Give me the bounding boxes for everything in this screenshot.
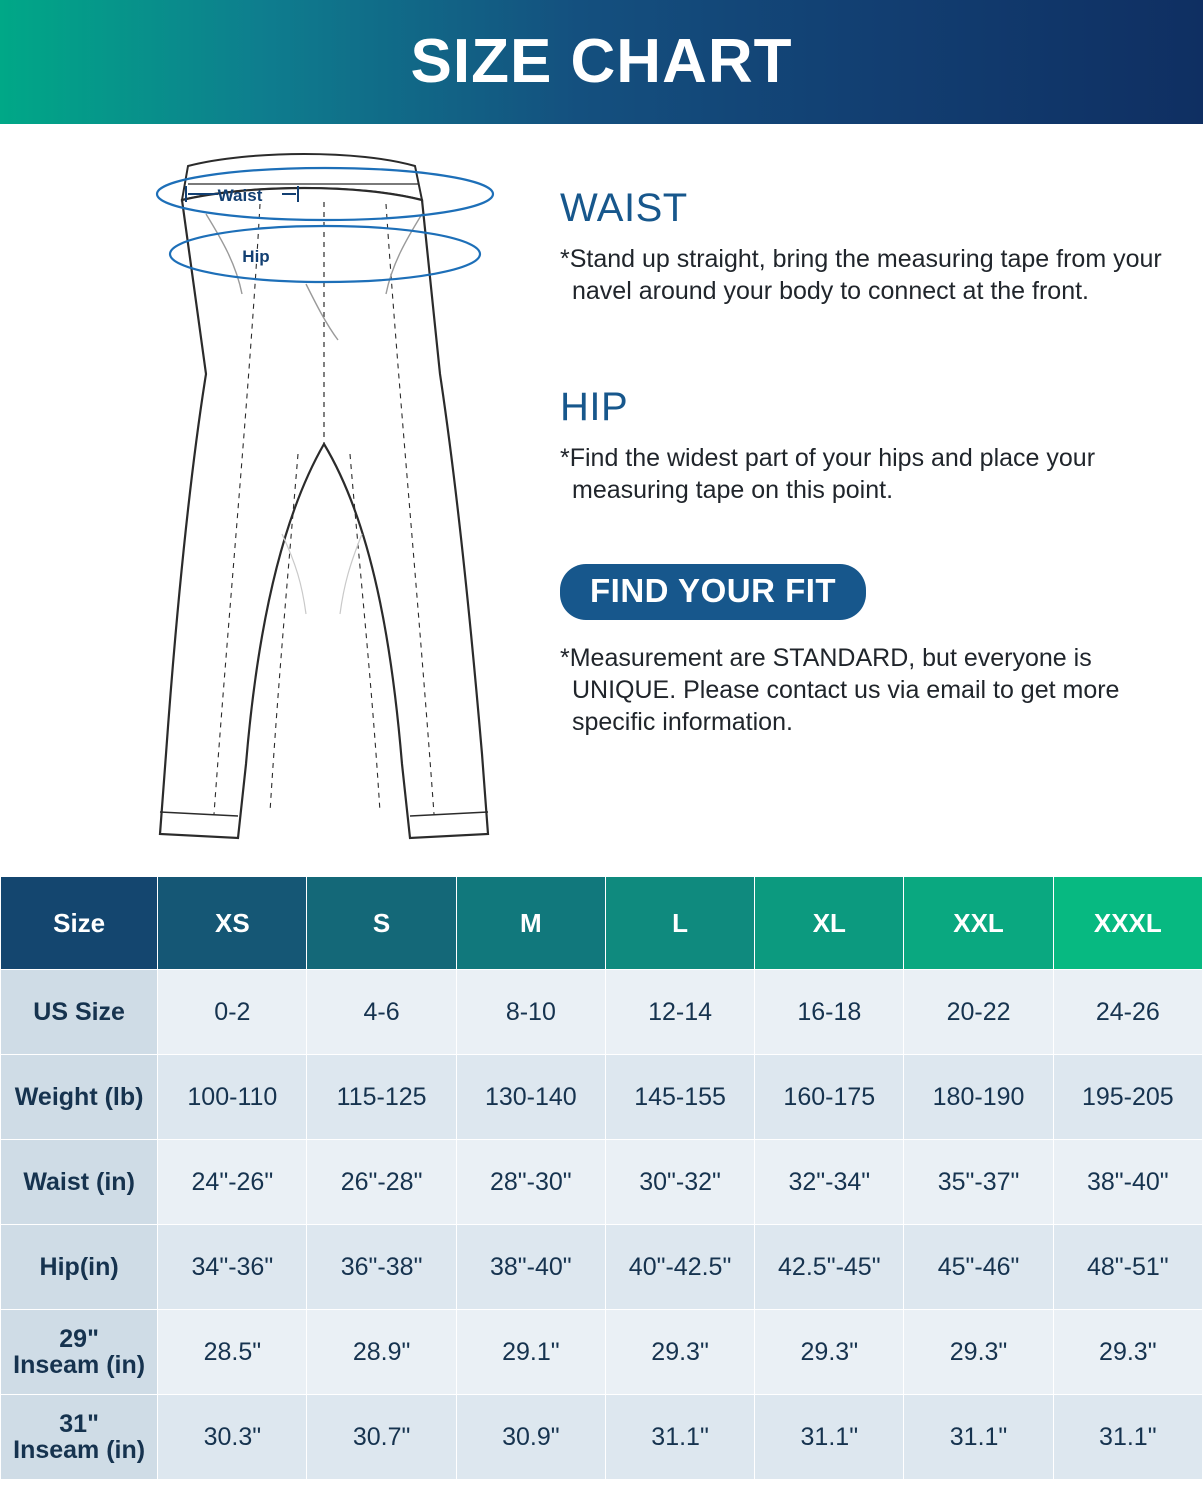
- table-row: [1, 970, 1203, 1055]
- cell-inseam31-m: 30.9": [456, 1395, 605, 1480]
- table-header-row: [1, 877, 1203, 970]
- hip-section-body: *Find the widest part of your hips and place your measuring tape on this point.: [560, 444, 1096, 504]
- cell-waist-xxl: 35"-37": [904, 1140, 1053, 1225]
- spacer-2: [560, 506, 1175, 564]
- cell-waist-m: 28"-30": [456, 1140, 605, 1225]
- cell-inseam29-m: 29.1": [456, 1310, 605, 1395]
- cell-inseam29-xs: 28.5": [158, 1310, 307, 1395]
- find-your-fit-badge: FIND YOUR FIT: [560, 564, 866, 620]
- cell-weight-l: 145-155: [605, 1055, 754, 1140]
- cell-inseam31-xl: 31.1": [755, 1395, 904, 1480]
- header-cell-xs: XS: [158, 877, 307, 970]
- cell-weight-xl: 160-175: [755, 1055, 904, 1140]
- pants-illustration: [110, 144, 530, 844]
- cell-weight-xxxl: 195-205: [1053, 1055, 1202, 1140]
- table-row: [1, 1310, 1203, 1395]
- cell-inseam29-xxl: 29.3": [904, 1310, 1053, 1395]
- size-table: [0, 876, 1203, 1480]
- cell-us-size-s: 4-6: [307, 970, 456, 1055]
- header-cell-xl: XL: [755, 877, 904, 970]
- cell-us-size-xxl: 20-22: [904, 970, 1053, 1055]
- page-title: SIZE CHART: [410, 27, 793, 96]
- cell-inseam31-xs: 30.3": [158, 1395, 307, 1480]
- cell-waist-l: 30"-32": [605, 1140, 754, 1225]
- table-row: [1, 1225, 1203, 1310]
- cell-waist-xs: 24"-26": [158, 1140, 307, 1225]
- table-row: [1, 1395, 1203, 1480]
- cell-hip-m: 38"-40": [456, 1225, 605, 1310]
- size-table-wrapper: [0, 876, 1203, 1480]
- header-cell-xxl: XXL: [904, 877, 1053, 970]
- cell-hip-xs: 34"-36": [158, 1225, 307, 1310]
- cell-us-size-xl: 16-18: [755, 970, 904, 1055]
- cell-us-size-l: 12-14: [605, 970, 754, 1055]
- waist-label: Waist: [217, 186, 263, 205]
- cell-inseam31-s: 30.7": [307, 1395, 456, 1480]
- table-row: [1, 1140, 1203, 1225]
- header-cell-m: M: [456, 877, 605, 970]
- cell-waist-s: 26"-28": [307, 1140, 456, 1225]
- waist-section-body: *Stand up straight, bring the measuring tape from your navel around your body to connect at the front.: [560, 245, 1162, 305]
- cell-inseam29-l: 29.3": [605, 1310, 754, 1395]
- header-cell-l: L: [605, 877, 754, 970]
- row-label-inseam-31: 31" Inseam (in): [1, 1395, 158, 1480]
- cell-waist-xxxl: 38"-40": [1053, 1140, 1202, 1225]
- header-cell-size: Size: [1, 877, 158, 970]
- cell-inseam29-xl: 29.3": [755, 1310, 904, 1395]
- page-header: [0, 0, 1203, 124]
- row-label-us-size: US Size: [1, 970, 158, 1055]
- header-cell-xxxl: XXXL: [1053, 877, 1202, 970]
- cell-us-size-m: 8-10: [456, 970, 605, 1055]
- cell-inseam29-s: 28.9": [307, 1310, 456, 1395]
- cell-hip-xxxl: 48"-51": [1053, 1225, 1202, 1310]
- cell-inseam31-l: 31.1": [605, 1395, 754, 1480]
- cell-hip-xl: 42.5"-45": [755, 1225, 904, 1310]
- cell-hip-xxl: 45"-46": [904, 1225, 1053, 1310]
- upper-content: [0, 124, 1203, 876]
- cell-weight-m: 130-140: [456, 1055, 605, 1140]
- cell-inseam31-xxxl: 31.1": [1053, 1395, 1202, 1480]
- row-label-hip: Hip(in): [1, 1225, 158, 1310]
- hip-section-title: HIP: [560, 385, 629, 429]
- measurement-instructions: [560, 186, 1175, 738]
- cell-weight-xs: 100-110: [158, 1055, 307, 1140]
- header-cell-s: S: [307, 877, 456, 970]
- cell-us-size-xxxl: 24-26: [1053, 970, 1202, 1055]
- spacer-1: [560, 307, 1175, 385]
- cell-us-size-xs: 0-2: [158, 970, 307, 1055]
- fit-note-body: *Measurement are STANDARD, but everyone is UNIQUE. Please contact us via email to get more specific information.: [560, 644, 1120, 736]
- cell-weight-s: 115-125: [307, 1055, 456, 1140]
- cell-hip-l: 40"-42.5": [605, 1225, 754, 1310]
- row-label-waist: Waist (in): [1, 1140, 158, 1225]
- row-label-inseam-29: 29" Inseam (in): [1, 1310, 158, 1395]
- table-row: [1, 1055, 1203, 1140]
- cell-weight-xxl: 180-190: [904, 1055, 1053, 1140]
- cell-inseam31-xxl: 31.1": [904, 1395, 1053, 1480]
- waist-section-title: WAIST: [560, 186, 688, 230]
- cell-hip-s: 36"-38": [307, 1225, 456, 1310]
- row-label-weight: Weight (lb): [1, 1055, 158, 1140]
- cell-inseam29-xxxl: 29.3": [1053, 1310, 1202, 1395]
- cell-waist-xl: 32"-34": [755, 1140, 904, 1225]
- hip-label: Hip: [242, 247, 270, 266]
